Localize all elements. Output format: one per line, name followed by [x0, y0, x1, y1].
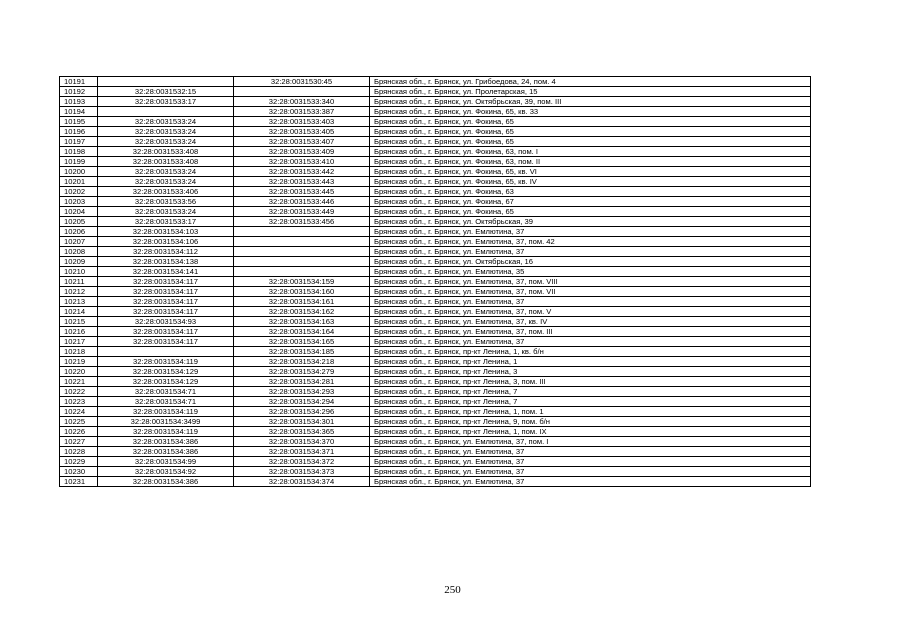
table-row — [60, 317, 811, 327]
row-number-cell: 10212 — [60, 287, 98, 297]
parcel-number-cell: 32:28:0031534:117 — [98, 277, 234, 287]
row-number-cell: 10214 — [60, 307, 98, 317]
address-cell: Брянская обл., г. Брянск, ул. Емлютина, 37, пом. V — [370, 307, 811, 317]
address-cell: Брянская обл., г. Брянск, ул. Пролетарская, 15 — [370, 87, 811, 97]
row-number-cell: 10229 — [60, 457, 98, 467]
object-number-cell: 32:28:0031534:372 — [234, 457, 370, 467]
object-number-cell: 32:28:0031534:281 — [234, 377, 370, 387]
address-cell: Брянская обл., г. Брянск, ул. Емлютина, 37 — [370, 227, 811, 237]
parcel-number-cell: 32:28:0031534:138 — [98, 257, 234, 267]
row-number-cell: 10202 — [60, 187, 98, 197]
address-cell: Брянская обл., г. Брянск, пр-кт Ленина, 1, кв. б/н — [370, 347, 811, 357]
parcel-number-cell: 32:28:0031534:386 — [98, 437, 234, 447]
parcel-number-cell: 32:28:0031533:24 — [98, 117, 234, 127]
object-number-cell: 32:28:0031534:165 — [234, 337, 370, 347]
address-cell: Брянская обл., г. Брянск, ул. Грибоедова, 24, пом. 4 — [370, 77, 811, 87]
parcel-number-cell: 32:28:0031533:24 — [98, 137, 234, 147]
row-number-cell: 10207 — [60, 237, 98, 247]
object-number-cell: 32:28:0031533:403 — [234, 117, 370, 127]
object-number-cell: 32:28:0031534:293 — [234, 387, 370, 397]
row-number-cell: 10217 — [60, 337, 98, 347]
parcel-number-cell: 32:28:0031534:117 — [98, 297, 234, 307]
row-number-cell: 10193 — [60, 97, 98, 107]
object-number-cell: 32:28:0031530:45 — [234, 77, 370, 87]
address-cell: Брянская обл., г. Брянск, пр-кт Ленина, 7 — [370, 387, 811, 397]
table-row — [60, 157, 811, 167]
object-number-cell — [234, 247, 370, 257]
row-number-cell: 10191 — [60, 77, 98, 87]
parcel-number-cell: 32:28:0031533:406 — [98, 187, 234, 197]
parcel-number-cell — [98, 77, 234, 87]
address-cell: Брянская обл., г. Брянск, ул. Фокина, 65 — [370, 117, 811, 127]
table-row — [60, 427, 811, 437]
table-row — [60, 407, 811, 417]
object-number-cell: 32:28:0031534:279 — [234, 367, 370, 377]
object-number-cell: 32:28:0031534:365 — [234, 427, 370, 437]
row-number-cell: 10230 — [60, 467, 98, 477]
object-number-cell: 32:28:0031534:301 — [234, 417, 370, 427]
address-cell: Брянская обл., г. Брянск, пр-кт Ленина, 3, пом. III — [370, 377, 811, 387]
row-number-cell: 10208 — [60, 247, 98, 257]
table-row — [60, 287, 811, 297]
address-cell: Брянская обл., г. Брянск, ул. Фокина, 65 — [370, 127, 811, 137]
address-cell: Брянская обл., г. Брянск, ул. Емлютина, 37, пом. III — [370, 327, 811, 337]
table-row — [60, 207, 811, 217]
parcel-number-cell: 32:28:0031534:99 — [98, 457, 234, 467]
table-row — [60, 147, 811, 157]
object-number-cell: 32:28:0031534:294 — [234, 397, 370, 407]
row-number-cell: 10204 — [60, 207, 98, 217]
table-row — [60, 367, 811, 377]
object-number-cell — [234, 227, 370, 237]
parcel-number-cell: 32:28:0031533:17 — [98, 97, 234, 107]
table-row — [60, 397, 811, 407]
object-number-cell: 32:28:0031533:449 — [234, 207, 370, 217]
parcel-number-cell: 32:28:0031534:119 — [98, 427, 234, 437]
row-number-cell: 10209 — [60, 257, 98, 267]
parcel-number-cell: 32:28:0031534:129 — [98, 367, 234, 377]
address-cell: Брянская обл., г. Брянск, ул. Октябрьская, 39, пом. III — [370, 97, 811, 107]
table-row — [60, 107, 811, 117]
parcel-number-cell: 32:28:0031534:117 — [98, 307, 234, 317]
object-number-cell — [234, 87, 370, 97]
parcel-number-cell: 32:28:0031534:103 — [98, 227, 234, 237]
address-cell: Брянская обл., г. Брянск, пр-кт Ленина, 1, пом. 1 — [370, 407, 811, 417]
parcel-number-cell: 32:28:0031533:24 — [98, 167, 234, 177]
row-number-cell: 10201 — [60, 177, 98, 187]
parcel-number-cell: 32:28:0031534:106 — [98, 237, 234, 247]
parcel-number-cell: 32:28:0031533:408 — [98, 147, 234, 157]
object-number-cell: 32:28:0031534:374 — [234, 477, 370, 487]
address-cell: Брянская обл., г. Брянск, ул. Фокина, 65 — [370, 137, 811, 147]
address-cell: Брянская обл., г. Брянск, ул. Октябрьская, 16 — [370, 257, 811, 267]
table-row — [60, 227, 811, 237]
parcel-number-cell: 32:28:0031534:386 — [98, 477, 234, 487]
address-cell: Брянская обл., г. Брянск, ул. Емлютина, 37 — [370, 457, 811, 467]
object-number-cell: 32:28:0031534:164 — [234, 327, 370, 337]
address-cell: Брянская обл., г. Брянск, пр-кт Ленина, 9, пом. б/н — [370, 417, 811, 427]
address-cell: Брянская обл., г. Брянск, ул. Емлютина, 37 — [370, 297, 811, 307]
parcel-number-cell: 32:28:0031533:56 — [98, 197, 234, 207]
parcel-number-cell: 32:28:0031534:117 — [98, 337, 234, 347]
row-number-cell: 10216 — [60, 327, 98, 337]
parcel-number-cell: 32:28:0031534:141 — [98, 267, 234, 277]
parcel-number-cell — [98, 107, 234, 117]
row-number-cell: 10210 — [60, 267, 98, 277]
table-row — [60, 97, 811, 107]
table-row — [60, 237, 811, 247]
parcel-number-cell: 32:28:0031533:408 — [98, 157, 234, 167]
object-number-cell: 32:28:0031533:456 — [234, 217, 370, 227]
address-cell: Брянская обл., г. Брянск, ул. Емлютина, 35 — [370, 267, 811, 277]
address-cell: Брянская обл., г. Брянск, ул. Емлютина, 37 — [370, 247, 811, 257]
table-row — [60, 387, 811, 397]
address-cell: Брянская обл., г. Брянск, ул. Фокина, 65, кв. IV — [370, 177, 811, 187]
parcel-number-cell: 32:28:0031533:24 — [98, 177, 234, 187]
table-row — [60, 167, 811, 177]
parcel-number-cell: 32:28:0031534:117 — [98, 327, 234, 337]
object-number-cell: 32:28:0031534:296 — [234, 407, 370, 417]
table-row — [60, 457, 811, 467]
object-number-cell: 32:28:0031534:373 — [234, 467, 370, 477]
parcel-number-cell: 32:28:0031533:24 — [98, 207, 234, 217]
object-number-cell: 32:28:0031533:446 — [234, 197, 370, 207]
object-number-cell: 32:28:0031533:442 — [234, 167, 370, 177]
row-number-cell: 10196 — [60, 127, 98, 137]
parcel-number-cell: 32:28:0031532:15 — [98, 87, 234, 97]
table-row — [60, 377, 811, 387]
table-row — [60, 417, 811, 427]
parcel-number-cell: 32:28:0031534:117 — [98, 287, 234, 297]
table-row — [60, 357, 811, 367]
row-number-cell: 10194 — [60, 107, 98, 117]
address-cell: Брянская обл., г. Брянск, ул. Фокина, 63, пом. I — [370, 147, 811, 157]
address-cell: Брянская обл., г. Брянск, ул. Емлютина, 37, пом. I — [370, 437, 811, 447]
object-number-cell — [234, 237, 370, 247]
row-number-cell: 10228 — [60, 447, 98, 457]
table-row — [60, 77, 811, 87]
object-number-cell — [234, 267, 370, 277]
table-row — [60, 197, 811, 207]
object-number-cell: 32:28:0031534:370 — [234, 437, 370, 447]
parcel-number-cell: 32:28:0031534:71 — [98, 387, 234, 397]
object-number-cell: 32:28:0031534:162 — [234, 307, 370, 317]
object-number-cell: 32:28:0031533:407 — [234, 137, 370, 147]
row-number-cell: 10215 — [60, 317, 98, 327]
row-number-cell: 10231 — [60, 477, 98, 487]
table-row — [60, 117, 811, 127]
table-row — [60, 447, 811, 457]
table-row — [60, 307, 811, 317]
address-cell: Брянская обл., г. Брянск, ул. Фокина, 63, пом. II — [370, 157, 811, 167]
address-cell: Брянская обл., г. Брянск, ул. Фокина, 63 — [370, 187, 811, 197]
table-row — [60, 267, 811, 277]
parcel-number-cell: 32:28:0031534:119 — [98, 407, 234, 417]
address-cell: Брянская обл., г. Брянск, пр-кт Ленина, 1 — [370, 357, 811, 367]
address-cell: Брянская обл., г. Брянск, ул. Октябрьская, 39 — [370, 217, 811, 227]
address-cell: Брянская обл., г. Брянск, ул. Емлютина, 37 — [370, 477, 811, 487]
row-number-cell: 10224 — [60, 407, 98, 417]
object-number-cell: 32:28:0031533:340 — [234, 97, 370, 107]
table-row — [60, 477, 811, 487]
table-row — [60, 217, 811, 227]
address-cell: Брянская обл., г. Брянск, ул. Емлютина, 37, пом. VIII — [370, 277, 811, 287]
table-row — [60, 177, 811, 187]
object-number-cell: 32:28:0031533:410 — [234, 157, 370, 167]
table-row — [60, 337, 811, 347]
parcel-number-cell: 32:28:0031534:119 — [98, 357, 234, 367]
address-cell: Брянская обл., г. Брянск, ул. Емлютина, 37, пом. VII — [370, 287, 811, 297]
table-row — [60, 187, 811, 197]
address-cell: Брянская обл., г. Брянск, ул. Фокина, 67 — [370, 197, 811, 207]
object-number-cell: 32:28:0031534:218 — [234, 357, 370, 367]
row-number-cell: 10213 — [60, 297, 98, 307]
row-number-cell: 10221 — [60, 377, 98, 387]
table-row — [60, 257, 811, 267]
address-cell: Брянская обл., г. Брянск, ул. Фокина, 65, кв. VI — [370, 167, 811, 177]
row-number-cell: 10220 — [60, 367, 98, 377]
object-number-cell: 32:28:0031534:163 — [234, 317, 370, 327]
parcel-number-cell: 32:28:0031534:3499 — [98, 417, 234, 427]
row-number-cell: 10195 — [60, 117, 98, 127]
address-cell: Брянская обл., г. Брянск, ул. Емлютина, 37, пом. 42 — [370, 237, 811, 247]
parcel-number-cell: 32:28:0031534:93 — [98, 317, 234, 327]
parcel-number-cell: 32:28:0031533:24 — [98, 127, 234, 137]
row-number-cell: 10226 — [60, 427, 98, 437]
object-number-cell: 32:28:0031534:185 — [234, 347, 370, 357]
address-cell: Брянская обл., г. Брянск, пр-кт Ленина, 1, пом. IX — [370, 427, 811, 437]
row-number-cell: 10205 — [60, 217, 98, 227]
address-cell: Брянская обл., г. Брянск, ул. Фокина, 65 — [370, 207, 811, 217]
row-number-cell: 10203 — [60, 197, 98, 207]
row-number-cell: 10197 — [60, 137, 98, 147]
address-cell: Брянская обл., г. Брянск, ул. Емлютина, 37 — [370, 337, 811, 347]
parcel-number-cell: 32:28:0031534:112 — [98, 247, 234, 257]
object-number-cell: 32:28:0031534:159 — [234, 277, 370, 287]
page-number: 250 — [444, 584, 461, 596]
row-number-cell: 10223 — [60, 397, 98, 407]
table-row — [60, 297, 811, 307]
object-number-cell: 32:28:0031533:387 — [234, 107, 370, 117]
row-number-cell: 10218 — [60, 347, 98, 357]
table-row — [60, 277, 811, 287]
row-number-cell: 10211 — [60, 277, 98, 287]
row-number-cell: 10222 — [60, 387, 98, 397]
parcel-number-cell: 32:28:0031534:386 — [98, 447, 234, 457]
table-row — [60, 247, 811, 257]
table-row — [60, 137, 811, 147]
table-row — [60, 127, 811, 137]
table-row — [60, 437, 811, 447]
row-number-cell: 10227 — [60, 437, 98, 447]
table-row — [60, 87, 811, 97]
object-number-cell: 32:28:0031533:443 — [234, 177, 370, 187]
table-row — [60, 327, 811, 337]
address-cell: Брянская обл., г. Брянск, ул. Фокина, 65, кв. 33 — [370, 107, 811, 117]
address-cell: Брянская обл., г. Брянск, пр-кт Ленина, 3 — [370, 367, 811, 377]
table-row — [60, 467, 811, 477]
row-number-cell: 10206 — [60, 227, 98, 237]
row-number-cell: 10199 — [60, 157, 98, 167]
row-number-cell: 10200 — [60, 167, 98, 177]
object-number-cell: 32:28:0031534:371 — [234, 447, 370, 457]
address-cell: Брянская обл., г. Брянск, ул. Емлютина, 37, кв. IV — [370, 317, 811, 327]
parcel-number-cell — [98, 347, 234, 357]
object-number-cell: 32:28:0031533:445 — [234, 187, 370, 197]
row-number-cell: 10192 — [60, 87, 98, 97]
property-register-table — [59, 76, 811, 487]
parcel-number-cell: 32:28:0031534:92 — [98, 467, 234, 477]
row-number-cell: 10225 — [60, 417, 98, 427]
parcel-number-cell: 32:28:0031534:129 — [98, 377, 234, 387]
object-number-cell: 32:28:0031533:409 — [234, 147, 370, 157]
row-number-cell: 10198 — [60, 147, 98, 157]
parcel-number-cell: 32:28:0031533:17 — [98, 217, 234, 227]
object-number-cell — [234, 257, 370, 267]
row-number-cell: 10219 — [60, 357, 98, 367]
parcel-number-cell: 32:28:0031534:71 — [98, 397, 234, 407]
table-body — [60, 77, 811, 487]
address-cell: Брянская обл., г. Брянск, ул. Емлютина, 37 — [370, 447, 811, 457]
object-number-cell: 32:28:0031533:405 — [234, 127, 370, 137]
object-number-cell: 32:28:0031534:161 — [234, 297, 370, 307]
address-cell: Брянская обл., г. Брянск, ул. Емлютина, 37 — [370, 467, 811, 477]
object-number-cell: 32:28:0031534:160 — [234, 287, 370, 297]
address-cell: Брянская обл., г. Брянск, пр-кт Ленина, 7 — [370, 397, 811, 407]
table-row — [60, 347, 811, 357]
